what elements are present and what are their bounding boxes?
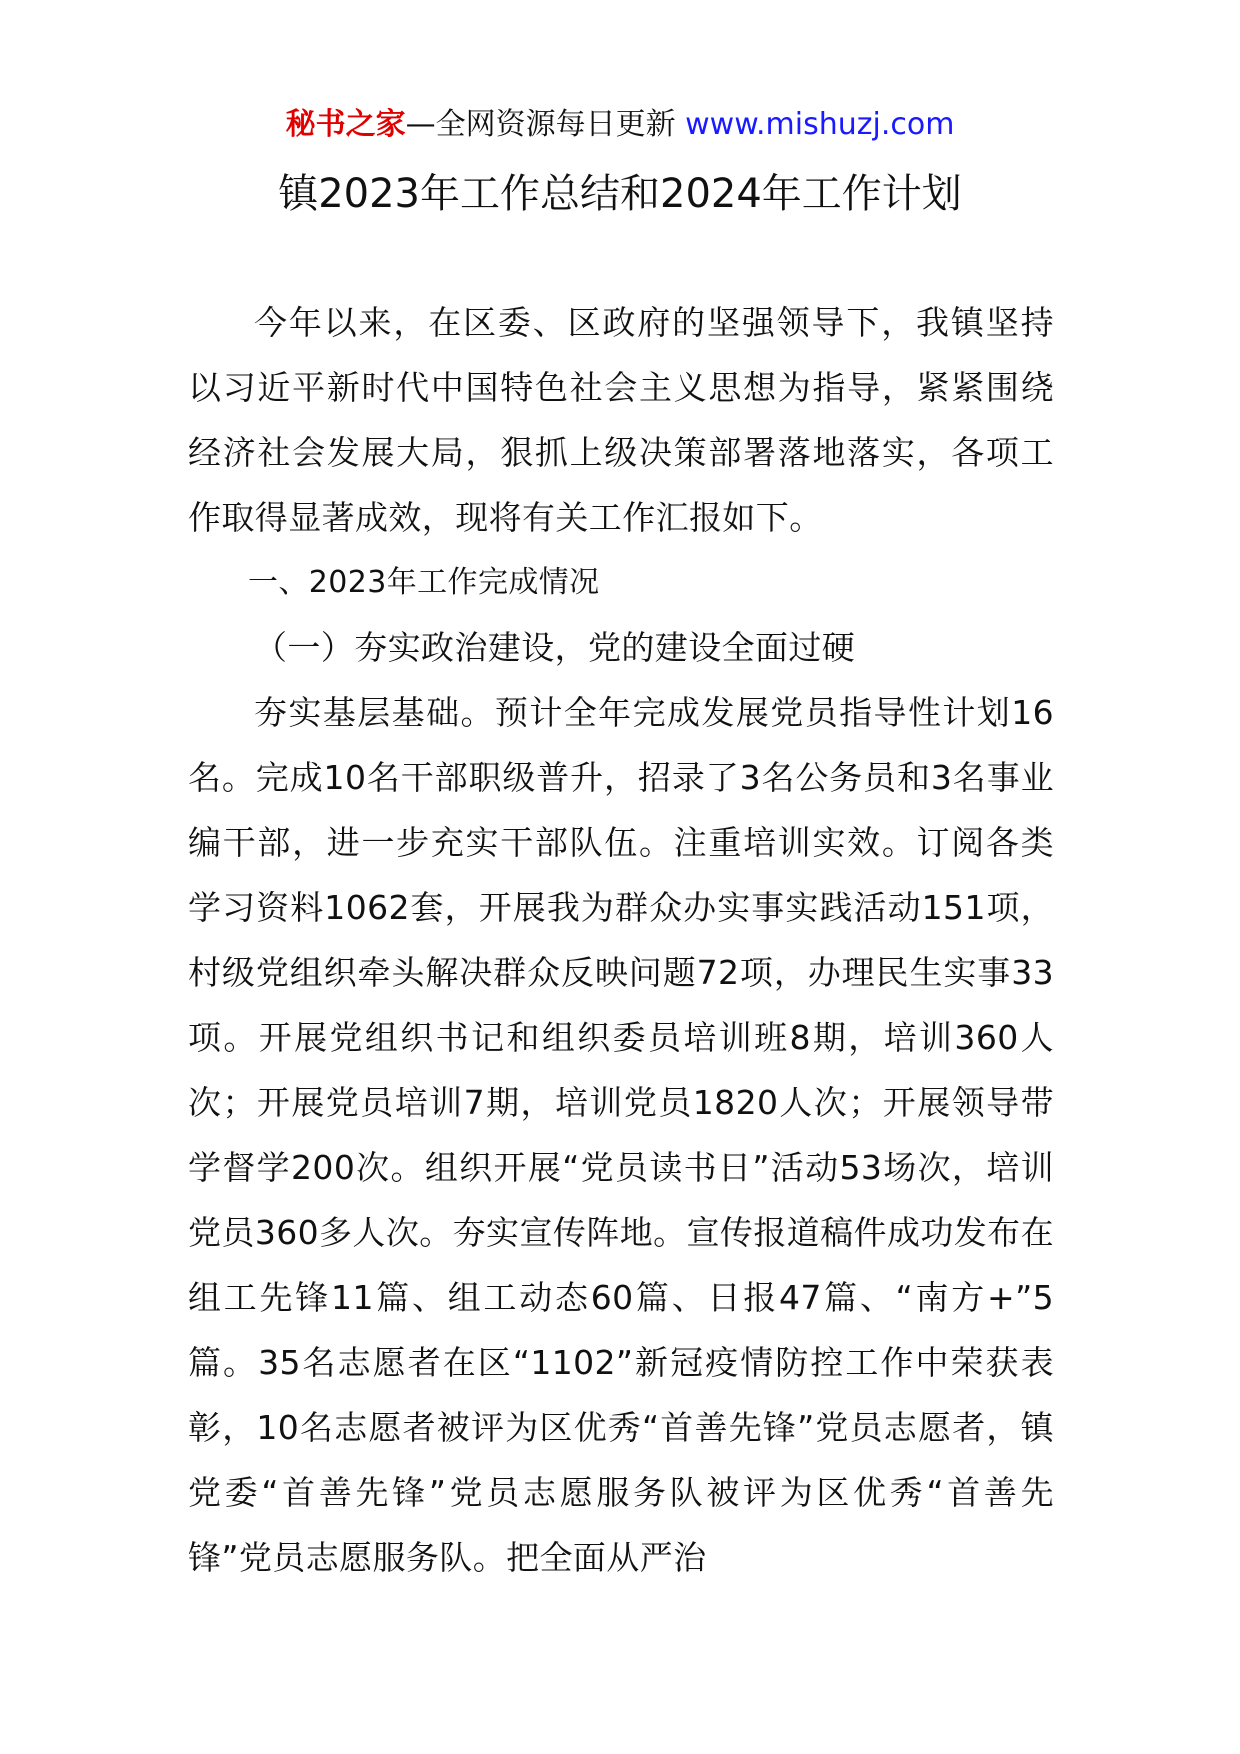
brand-name: 秘书之家 bbox=[285, 107, 406, 142]
document-title: 镇2023年工作总结和2024年工作计划 bbox=[278, 171, 962, 217]
section-heading: 一、2023年工作完成情况 bbox=[248, 565, 600, 600]
site-url-link[interactable]: www.mishuzj.com bbox=[685, 107, 955, 142]
intro-paragraph: 今年以来，在区委、区政府的坚强领导下，我镇坚持以习近平新时代中国特色社会主义思想为指导，紧紧围绕经济社会发展大局，狠抓上级决策部署落地落实，各项工作取得显著成效，现将有关工作汇报如下。 bbox=[188, 303, 1054, 537]
site-header bbox=[0, 103, 1240, 147]
body-paragraph: 夯实基层基础。预计全年完成发展党员指导性计划16名。完成10名干部职级普升，招录了3名公务员和3名事业编干部，进一步充实干部队伍。注重培训实效。订阅各类学习资料1062套，开展我为群众办实事实践活动151项，村级党组织牵头解决群众反映问题72项，办理民生实事33项。开展党组织书记和组织委员培训班8期，培训360人次；开展党员培训7期，培训党员1820人次；开展领导带学督学200次。组织开展“党员读书日”活动53场次，培训党员360多人次。夯实宣传阵地。宣传报道稿件成功发布在组工先锋11篇、组工动态60篇、日报47篇、“南方+”5篇。35名志愿者在区“1102”新冠疫情防控工作中荣获表彰，10名志愿者被评为区优秀“首善先锋”党员志愿者，镇党委“首善先锋”党员志愿服务队被评为区优秀“首善先锋”党员志愿服务队。把全面从严治 bbox=[188, 693, 1054, 1577]
subsection-heading: （一）夯实政治建设，党的建设全面过硬 bbox=[254, 628, 856, 667]
header-tagline: —全网资源每日更新 bbox=[405, 107, 686, 142]
document-body bbox=[188, 290, 1054, 1590]
